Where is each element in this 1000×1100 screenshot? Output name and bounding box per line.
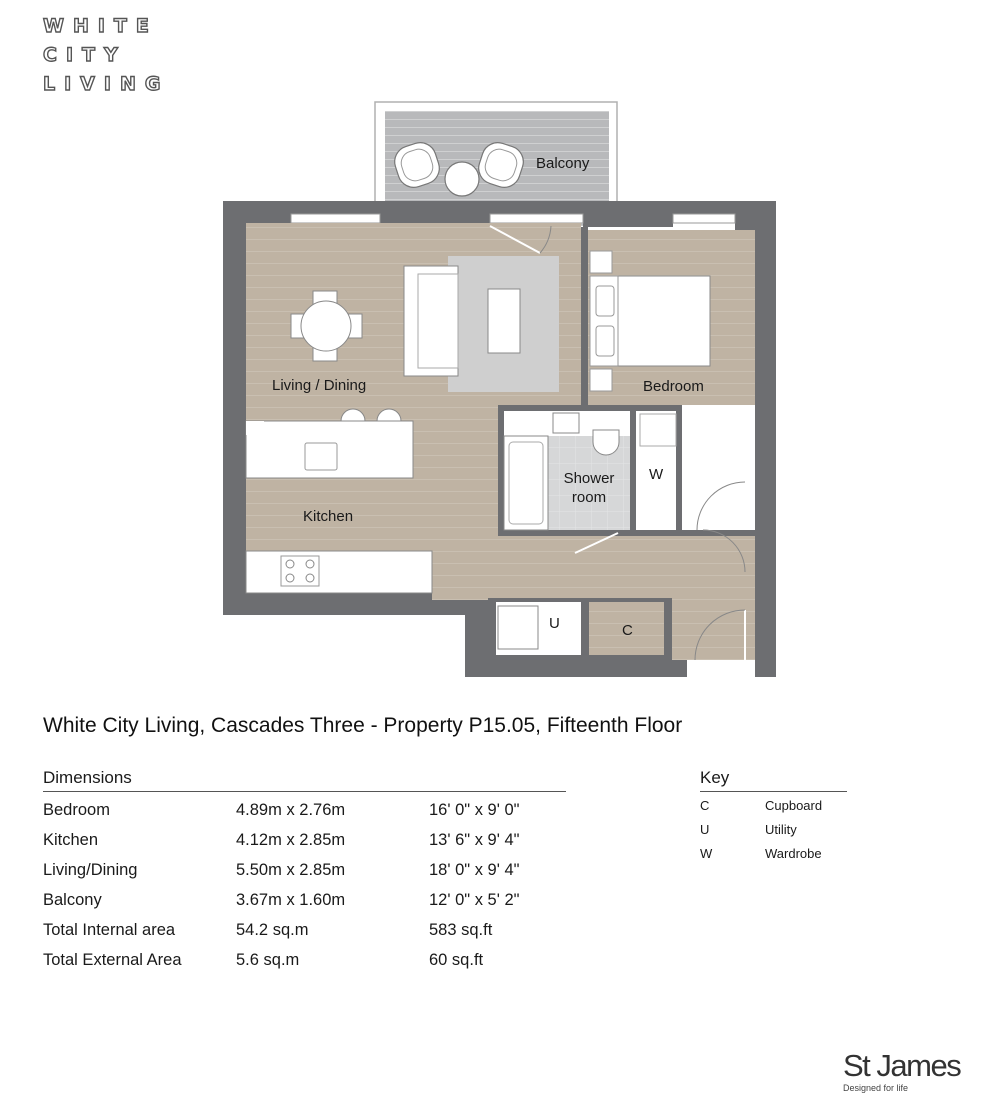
dimension-metric: 5.50m x 2.85m (236, 861, 346, 879)
dimension-metric: 4.89m x 2.76m (236, 801, 346, 819)
label-living-dining: Living / Dining (272, 377, 367, 394)
dimension-metric: 3.67m x 1.60m (236, 891, 346, 909)
dimension-row (43, 912, 566, 942)
logo-line-living: LIVING (43, 73, 170, 95)
key-label: Utility (765, 822, 797, 837)
dimension-room: Kitchen (43, 831, 99, 849)
logo-line-city: CITY (43, 44, 127, 66)
key-code: C (700, 798, 710, 813)
st-james-logo (843, 1049, 960, 1093)
dimension-metric: 5.6 sq.m (236, 951, 300, 969)
property-title: White City Living, Cascades Three - Property P15.05, Fifteenth Floor (43, 714, 683, 737)
kitchen-counter (246, 551, 432, 593)
dimension-row (43, 792, 566, 822)
key-item (700, 792, 847, 816)
dimension-imperial: 16' 0" x 9' 0" (429, 801, 520, 819)
dimension-imperial: 13' 6" x 9' 4" (429, 831, 520, 849)
label-shower-line2: room (571, 489, 607, 506)
key-label: Cupboard (765, 798, 823, 813)
dimension-metric: 4.12m x 2.85m (236, 831, 346, 849)
dimension-row (43, 882, 566, 912)
label-utility: U (549, 615, 560, 632)
dimension-room: Living/Dining (43, 861, 138, 879)
key-item (700, 840, 847, 864)
dimension-room: Balcony (43, 891, 102, 909)
dimension-row (43, 942, 566, 972)
dimensions-table (43, 768, 566, 972)
dimension-imperial: 583 sq.ft (429, 921, 493, 939)
dimension-imperial: 60 sq.ft (429, 951, 484, 969)
dimension-imperial: 12' 0" x 5' 2" (429, 891, 520, 909)
dimension-room: Bedroom (43, 801, 110, 819)
dimension-row (43, 852, 566, 882)
label-cupboard: C (622, 622, 633, 639)
key-item (700, 816, 847, 840)
label-kitchen: Kitchen (303, 508, 354, 525)
dimension-metric: 54.2 sq.m (236, 921, 309, 939)
utility-cupboard (496, 602, 581, 655)
logo-line-white: WHITE (43, 15, 158, 37)
label-balcony: Balcony (536, 155, 590, 172)
brand-tagline: Designed for life (843, 1083, 909, 1093)
label-bedroom: Bedroom (643, 378, 704, 395)
sofa-and-rug (404, 256, 559, 392)
dimension-room: Total External Area (43, 951, 182, 969)
brand-name: St James (843, 1048, 961, 1083)
label-shower-line1: Shower (563, 470, 615, 487)
label-wardrobe: W (649, 466, 664, 483)
key-code: U (700, 822, 710, 837)
key-code: W (700, 846, 713, 861)
dimension-row (43, 822, 566, 852)
key-heading: Key (700, 768, 847, 792)
balcony-table (445, 162, 479, 196)
key-legend (700, 768, 847, 864)
dimension-room: Total Internal area (43, 921, 176, 939)
dimensions-heading: Dimensions (43, 768, 566, 792)
key-label: Wardrobe (765, 846, 822, 861)
dimension-imperial: 18' 0" x 9' 4" (429, 861, 520, 879)
